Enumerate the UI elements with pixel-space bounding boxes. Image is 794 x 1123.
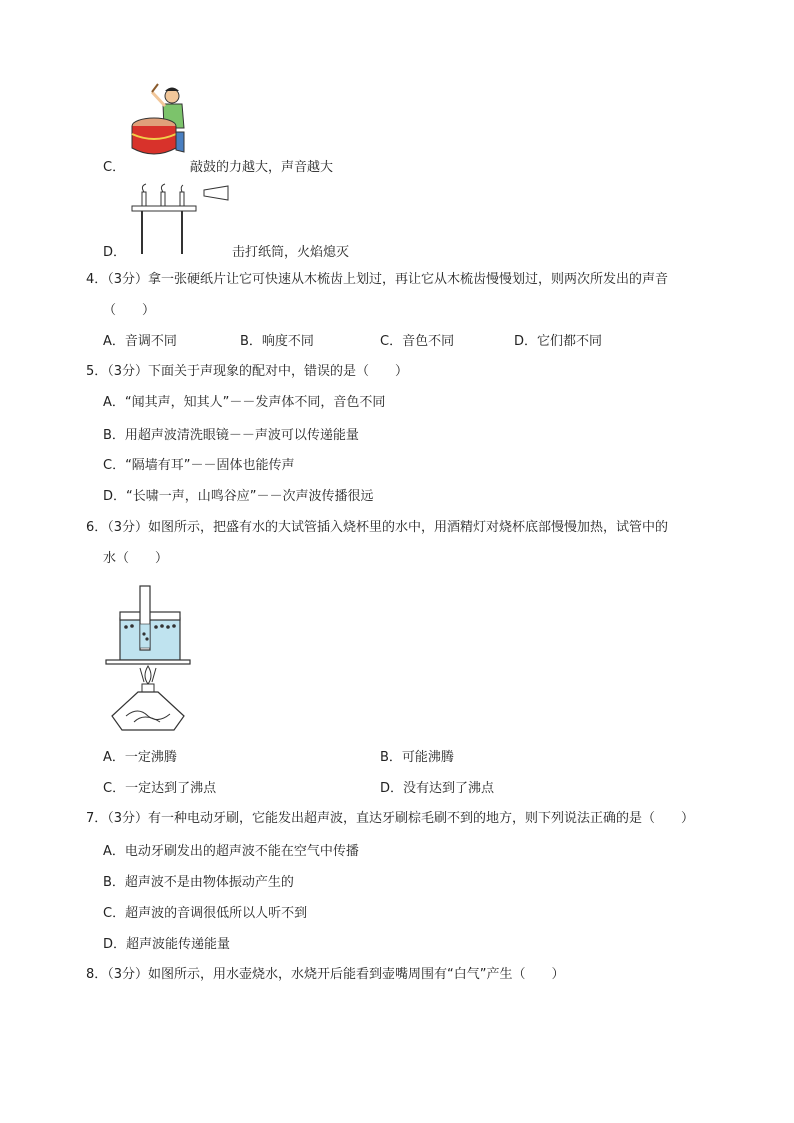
q6-stem: 6．（3分）如图所示，把盛有水的大试管插入烧杯里的水中，用酒精灯对烧杯底部慢慢加热，试管中的 — [86, 520, 669, 535]
q4-stem: 4．（3分）拿一张硬纸片让它可快速从木梳齿上划过，再让它从木梳齿慢慢划过，则两次所发出的声音 — [86, 272, 669, 287]
q6-stem-cont: 水（ ） — [103, 551, 169, 566]
q4-blank: （ ） — [103, 303, 156, 318]
q5-option-a: A．“闻其声，知其人”－－发声体不同，音色不同 — [103, 395, 386, 410]
candles-tube-figure — [130, 182, 232, 256]
q7-option-b: B．超声波不是由物体振动产生的 — [103, 875, 294, 890]
q8-stem: 8．（3分）如图所示，用水壶烧水，水烧开后能看到壶嘴周围有“白气”产生（ ） — [86, 967, 565, 982]
q3-option-d — [103, 244, 126, 262]
q5-option-c: C．“隔墙有耳”－－固体也能传声 — [103, 458, 295, 473]
q3-option-c — [103, 159, 125, 177]
beaker-burner-figure — [104, 584, 192, 734]
q4-option-c: C．音色不同 — [380, 334, 455, 349]
q3-option-c-text: 敲鼓的力越大，声音越大 — [190, 160, 334, 175]
beaker-burner-icon — [104, 584, 192, 734]
q3-option-d-text: 击打纸筒，火焰熄灭 — [232, 245, 350, 260]
q7-option-d: D．超声波能传递能量 — [103, 937, 231, 952]
q7-option-a: A．电动牙刷发出的超声波不能在空气中传播 — [103, 844, 359, 859]
q6-option-a: A．一定沸腾 — [103, 750, 177, 765]
candles-tube-icon — [130, 182, 232, 256]
drum-player-icon — [130, 82, 190, 160]
q5-option-b: B．用超声波清洗眼镜－－声波可以传递能量 — [103, 428, 359, 443]
q4-option-d: D．它们都不同 — [514, 334, 603, 349]
q6-option-c: C．一定达到了沸点 — [103, 781, 217, 796]
q6-option-b: B．可能沸腾 — [380, 750, 454, 765]
q4-option-b: B．响度不同 — [240, 334, 314, 349]
option-letter: D． — [103, 245, 127, 260]
drum-player-figure — [130, 82, 190, 160]
q4-option-a: A．音调不同 — [103, 334, 177, 349]
q7-option-c: C．超声波的音调很低所以人听不到 — [103, 906, 308, 921]
q7-stem: 7．（3分）有一种电动牙刷，它能发出超声波，直达牙刷棕毛刷不到的地方，则下列说法正确的是（ ） — [86, 811, 695, 826]
q5-stem: 5．（3分）下面关于声现象的配对中，错误的是（ ） — [86, 364, 409, 379]
q5-option-d: D．“长啸一声，山鸣谷应”－－次声波传播很远 — [103, 489, 374, 504]
option-letter: C． — [103, 160, 126, 175]
q6-option-d: D．没有达到了沸点 — [380, 781, 495, 796]
